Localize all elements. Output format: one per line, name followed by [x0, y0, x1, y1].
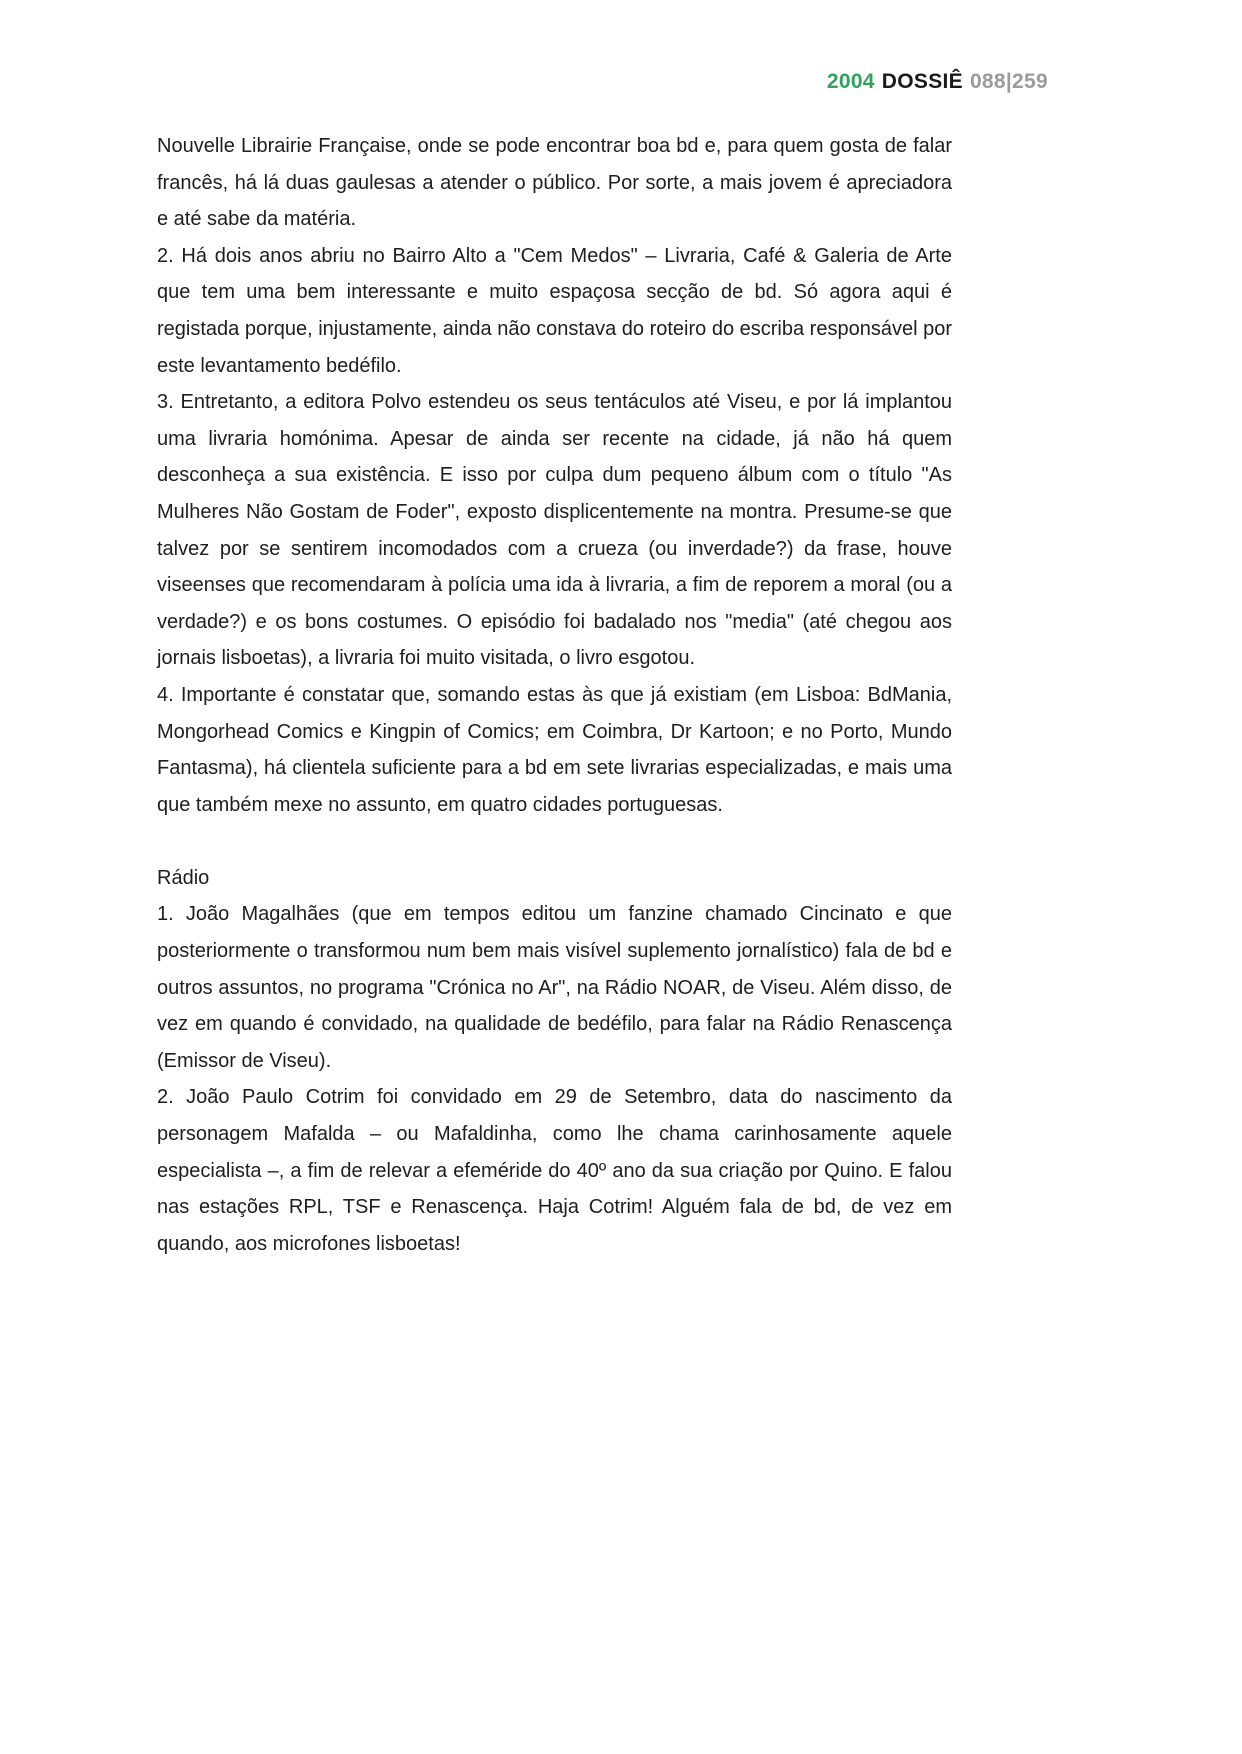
header-page-number: 088|259 — [969, 70, 1048, 93]
page-header — [827, 70, 1048, 94]
header-section-label: DOSSIÊ — [881, 70, 963, 93]
section-heading-radio: Rádio — [157, 866, 210, 889]
paragraph-livrarias-resumo: 4. Importante é constatar que, somando estas às que já existiam (em Lisboa: BdMania, Mongorhead Comics e Kingpin of Comics; em Coimbra, Dr Kartoon; e no Porto, Mundo Fantasma), há clientela suficiente para a bd em sete livrarias especializadas, e mais uma que também mexe no assunto, em quatro cidades portuguesas. — [157, 683, 952, 816]
paragraph-cem-medos: 2. Há dois anos abriu no Bairro Alto a "Cem Medos" – Livraria, Café & Galeria de Arte que tem uma bem interessante e muito espaçosa secção de bd. Só agora aqui é registada porque, injustamente, ainda não constava do roteiro do escriba responsável por este levantamento bedéfilo. — [157, 244, 952, 377]
paragraph-joao-paulo-cotrim: 2. João Paulo Cotrim foi convidado em 29 de Setembro, data do nascimento da personagem Mafalda – ou Mafaldinha, como lhe chama carinhosamente aquele especialista –, a fim de relevar a efeméride do 40º ano da sua criação por Quino. E falou nas estações RPL, TSF e Renascença. Haja Cotrim! Alguém fala de bd, de vez em quando, aos microfones lisboetas! — [157, 1086, 952, 1255]
paragraph-joao-magalhaes: 1. João Magalhães (que em tempos editou um fanzine chamado Cincinato e que posteriormente o transformou num bem mais visível suplemento jornalístico) fala de bd e outros assuntos, no programa "Crónica no Ar", na Rádio NOAR, de Viseu. Além disso, de vez em quando é convidado, na qualidade de bedéfilo, para falar na Rádio Renascença (Emissor de Viseu). — [157, 903, 952, 1072]
paragraph-editora-polvo: 3. Entretanto, a editora Polvo estendeu os seus tentáculos até Viseu, e por lá implantou uma livraria homónima. Apesar de ainda ser recente na cidade, já não há quem desconheça a sua existência. E isso por culpa dum pequeno álbum com o título "As Mulheres Não Gostam de Foder", exposto displicentemente na montra. Presume-se que talvez por se sentirem incomodados com a crueza (ou inverdade?) da frase, houve viseenses que recomendaram à polícia uma ida à livraria, a fim de reporem a moral (ou a verdade?) e os bons costumes. O episódio foi badalado nos "media" (até chegou aos jornais lisboetas), a livraria foi muito visitada, o livro esgotou. — [157, 391, 952, 670]
document-body — [157, 128, 952, 1262]
paragraph-librairie-francaise: Nouvelle Librairie Française, onde se pode encontrar boa bd e, para quem gosta de falar francês, há lá duas gaulesas a atender o público. Por sorte, a mais jovem é apreciadora e até sabe da matéria. — [157, 135, 952, 231]
header-year: 2004 — [826, 70, 875, 93]
